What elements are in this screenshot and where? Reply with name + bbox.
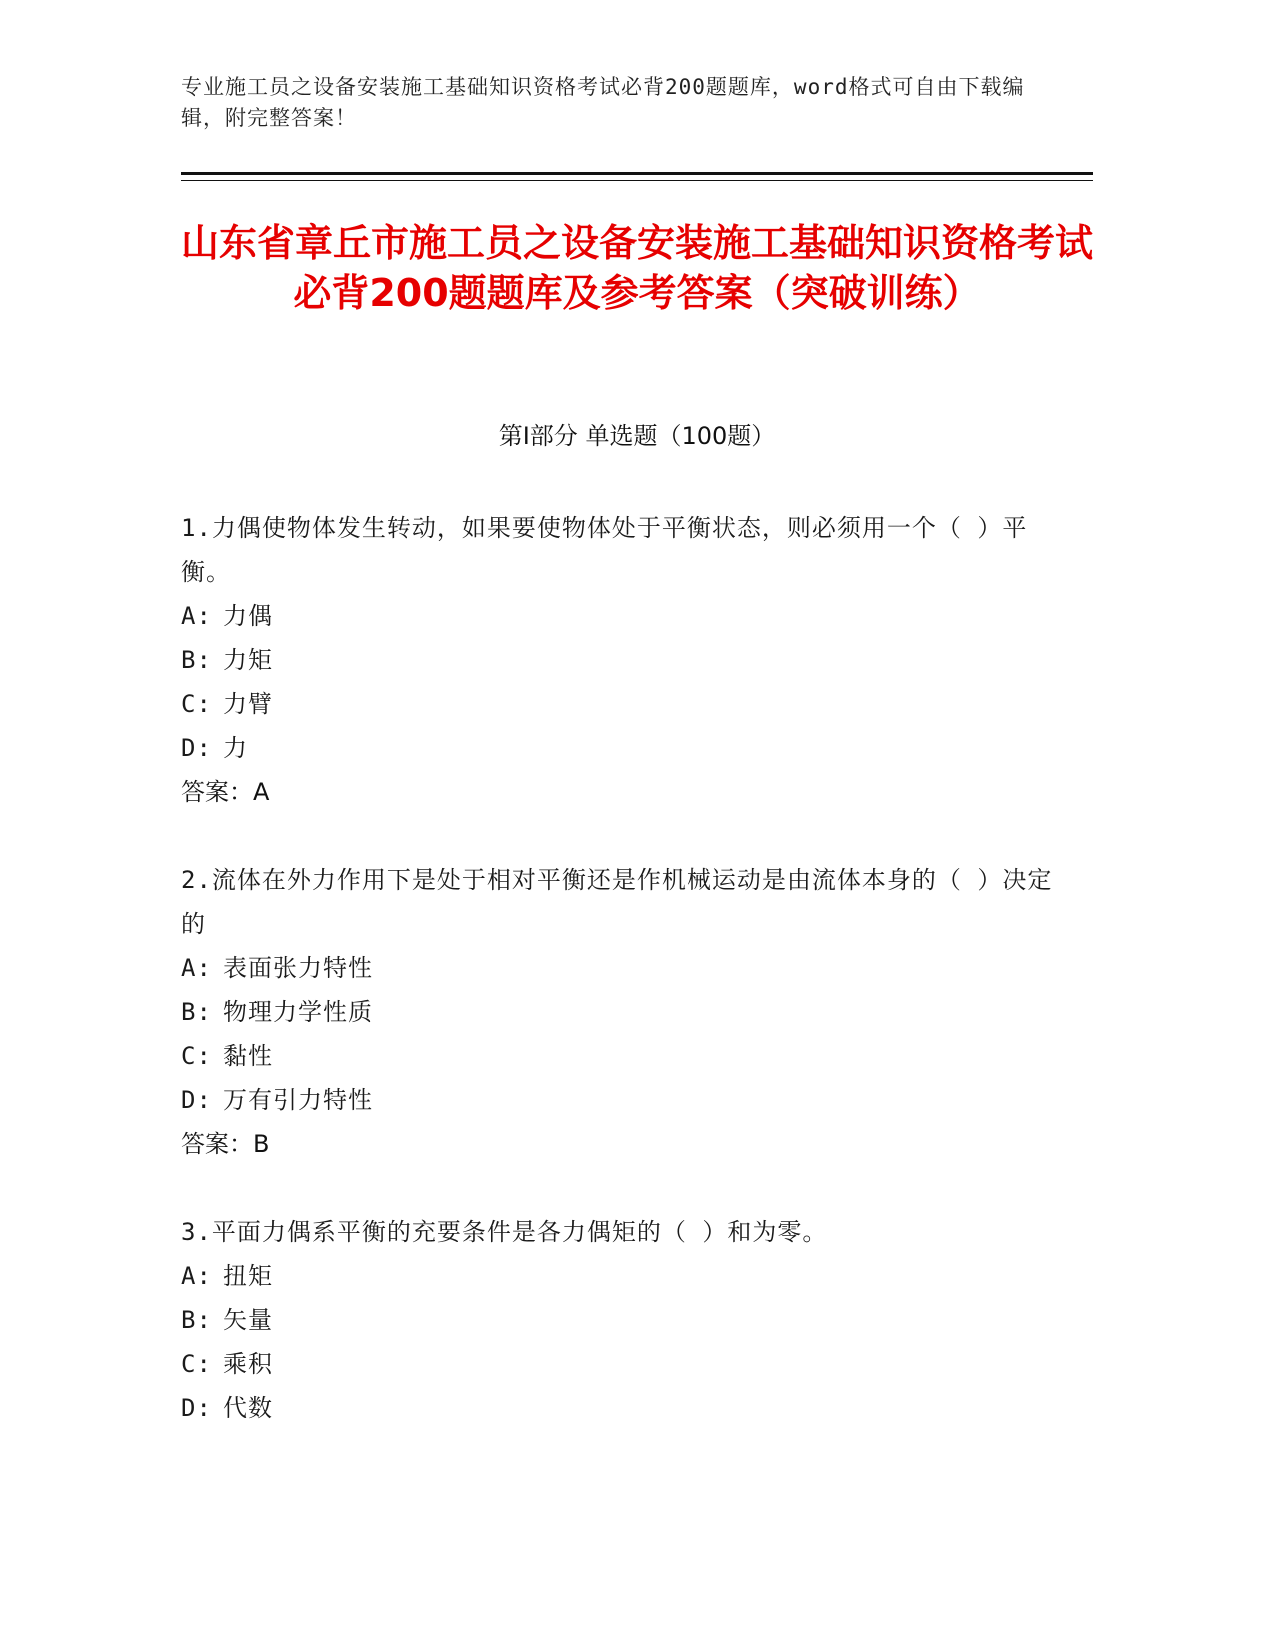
option-letter: D: xyxy=(181,734,212,762)
option-a xyxy=(181,946,1061,990)
question-item xyxy=(181,858,1061,1166)
option-letter: B: xyxy=(181,998,212,1026)
document-title: 山东省章丘市施工员之设备安装施工基础知识资格考试必背200题题库及参考答案（突破训练） xyxy=(181,221,1094,315)
option-text: 表面张力特性 xyxy=(223,954,373,982)
option-text: 代数 xyxy=(223,1394,273,1422)
option-c xyxy=(181,682,1061,726)
option-letter: C: xyxy=(181,1350,212,1378)
option-b xyxy=(181,638,1061,682)
header-divider-thin xyxy=(181,180,1093,181)
answer-line: 答案：A xyxy=(181,778,270,806)
question-item xyxy=(181,506,1061,814)
option-text: 扭矩 xyxy=(223,1262,273,1290)
option-letter: A: xyxy=(181,954,212,982)
option-text: 矢量 xyxy=(223,1306,273,1334)
option-b xyxy=(181,990,1061,1034)
option-text: 乘积 xyxy=(223,1350,273,1378)
option-letter: A: xyxy=(181,602,212,630)
option-letter: D: xyxy=(181,1086,212,1114)
question-text: 1.力偶使物体发生转动，如果要使物体处于平衡状态，则必须用一个（ ）平衡。 xyxy=(181,514,1028,586)
option-d xyxy=(181,726,1061,770)
question-text: 3.平面力偶系平衡的充要条件是各力偶矩的（ ）和为零。 xyxy=(181,1218,828,1246)
option-b xyxy=(181,1298,1061,1342)
option-text: 黏性 xyxy=(223,1042,273,1070)
header-note: 专业施工员之设备安装施工基础知识资格考试必背200题题库，word格式可自由下载编辑，附完整答案！ xyxy=(181,75,1025,130)
answer-line: 答案：B xyxy=(181,1130,270,1158)
option-letter: B: xyxy=(181,646,212,674)
option-d xyxy=(181,1078,1061,1122)
option-letter: C: xyxy=(181,690,212,718)
header-divider-thick xyxy=(181,172,1093,175)
question-text: 2.流体在外力作用下是处于相对平衡还是作机械运动是由流体本身的（ ）决定的 xyxy=(181,866,1053,938)
option-c xyxy=(181,1342,1061,1386)
question-item xyxy=(181,1210,1061,1430)
option-text: 万有引力特性 xyxy=(223,1086,373,1114)
option-letter: D: xyxy=(181,1394,212,1422)
option-letter: B: xyxy=(181,1306,212,1334)
option-c xyxy=(181,1034,1061,1078)
option-letter: A: xyxy=(181,1262,212,1290)
option-text: 物理力学性质 xyxy=(223,998,373,1026)
option-a xyxy=(181,1254,1061,1298)
option-letter: C: xyxy=(181,1042,212,1070)
option-text: 力 xyxy=(223,734,248,762)
option-text: 力偶 xyxy=(223,602,273,630)
question-list xyxy=(181,506,1061,1474)
option-d xyxy=(181,1386,1061,1430)
option-text: 力臂 xyxy=(223,690,273,718)
option-a xyxy=(181,594,1061,638)
section-title: 第I部分 单选题（100题） xyxy=(498,422,776,450)
option-text: 力矩 xyxy=(223,646,273,674)
